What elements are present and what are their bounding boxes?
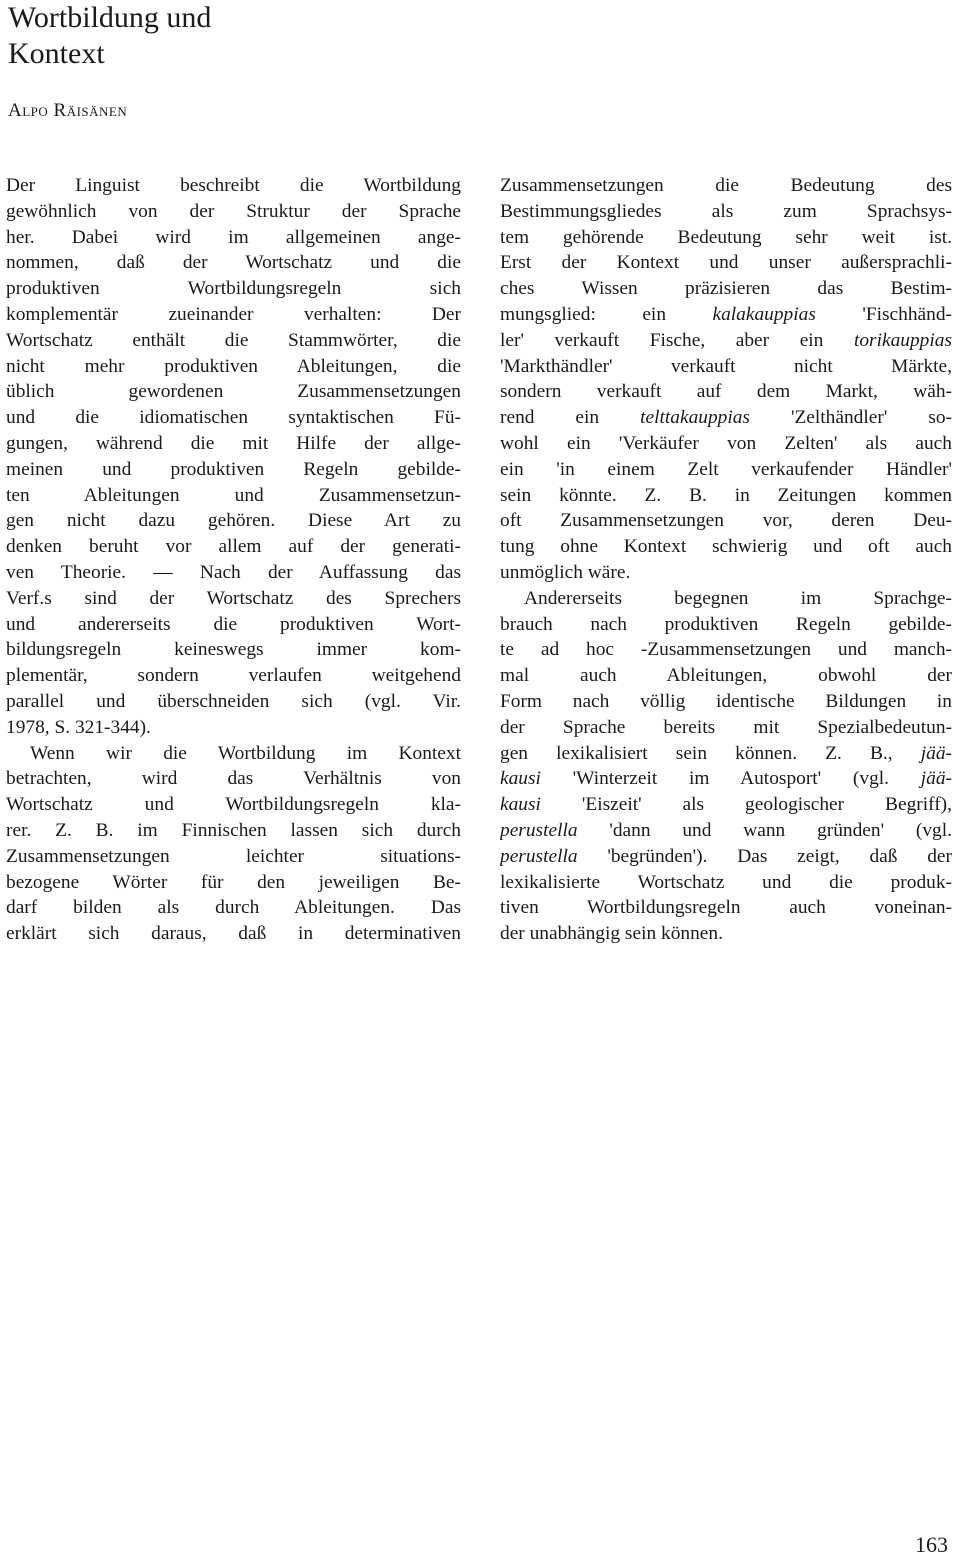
article-title — [8, 0, 428, 72]
text-line: mal auch Ableitungen, obwohl der — [500, 665, 952, 687]
text-line: her. Dabei wird im allgemeinen ange- — [6, 226, 461, 248]
text-line: nommen, daß der Wortschatz und die — [6, 252, 461, 274]
text-line: gungen, während die mit Hilfe der allge- — [6, 432, 461, 454]
text-line: und andererseits die produktiven Wort- — [6, 613, 461, 635]
text-line: Wenn wir die Wortbildung im Kontext — [30, 742, 461, 764]
right-column — [500, 173, 952, 947]
text-line: tung ohne Kontext schwierig und oft auch — [500, 536, 952, 558]
text-line: ten Ableitungen und Zusammensetzun- — [6, 484, 461, 506]
text-line: der Sprache bereits mit Spezialbedeutun- — [500, 716, 952, 738]
page-number: 163 — [915, 1532, 948, 1557]
text-line: rer. Z. B. im Finnischen lassen sich durch — [6, 819, 461, 841]
text-line: tiven Wortbildungsregeln auch voneinan- — [500, 897, 952, 919]
text-line: gen nicht dazu gehören. Diese Art zu — [6, 510, 461, 532]
text-line: meinen und produktiven Regeln gebilde- — [6, 458, 461, 480]
text-line: gen lexikalisiert sein können. Z. B., jää- — [500, 742, 952, 764]
text-line: rend ein telttakauppias 'Zelthändler' so- — [500, 407, 952, 429]
text-line: bildungsregeln keineswegs immer kom- — [6, 639, 461, 661]
text-line: sondern verkauft auf dem Markt, wäh- — [500, 381, 952, 403]
text-line: kausi 'Eiszeit' als geologischer Begriff), — [500, 794, 952, 816]
text-line: tem gehörende Bedeutung sehr weit ist. — [500, 226, 952, 248]
text-line: Verf.s sind der Wortschatz des Sprechers — [6, 587, 461, 609]
example-word: kausi — [500, 768, 541, 790]
text-line: Bestimmungsgliedes als zum Sprachsys- — [500, 200, 952, 222]
text-line: perustella 'dann und wann gründen' (vgl. — [500, 819, 952, 841]
text-line: kausi 'Winterzeit im Autosport' (vgl. jää- — [500, 768, 952, 790]
text-line: ler' verkauft Fische, aber ein torikauppias — [500, 329, 952, 351]
text-line: betrachten, wird das Verhältnis von — [6, 768, 461, 790]
example-word: kalakauppias — [712, 303, 816, 325]
example-word: jää- — [920, 768, 952, 790]
example-word: kausi — [500, 794, 541, 816]
text-line: wohl ein 'Verkäufer von Zelten' als auch — [500, 432, 952, 454]
text-line: Wortschatz und Wortbildungsregeln kla- — [6, 794, 461, 816]
example-word: perustella — [500, 845, 578, 867]
text-line: üblich gewordenen Zusammensetzungen — [6, 381, 461, 403]
title-line-2: Kontext — [8, 37, 105, 70]
text-line: und die idiomatischen syntaktischen Fü- — [6, 407, 461, 429]
text-line: erklärt sich daraus, daß in determinativen — [6, 923, 461, 945]
text-line: ven Theorie. — Nach der Auffassung das — [6, 561, 461, 583]
text-line: Erst der Kontext und unser außersprachli- — [500, 252, 952, 274]
title-line-1: Wortbildung und — [8, 1, 212, 34]
text-line: parallel und überschneiden sich (vgl. Vir. — [6, 690, 461, 712]
text-line: bezogene Wörter für den jeweiligen Be- — [6, 871, 461, 893]
author-name: Alpo Räisänen — [8, 100, 128, 121]
text-line: denken beruht vor allem auf der generati- — [6, 536, 461, 558]
text-line: plementär, sondern verlaufen weitgehend — [6, 665, 461, 687]
example-word: torikauppias — [853, 329, 952, 351]
example-word: jää- — [920, 742, 952, 764]
text-line: produktiven Wortbildungsregeln sich — [6, 278, 461, 300]
text-line: oft Zusammensetzungen vor, deren Deu- — [500, 510, 952, 532]
text-line: 1978, S. 321-344). — [6, 716, 151, 738]
text-line: mungsglied: ein kalakauppias 'Fischhänd- — [500, 303, 952, 325]
text-line: gewöhnlich von der Struktur der Sprache — [6, 200, 461, 222]
text-line: komplementär zueinander verhalten: Der — [6, 303, 461, 325]
text-line: ches Wissen präzisieren das Bestim- — [500, 278, 952, 300]
text-line: Wortschatz enthält die Stammwörter, die — [6, 329, 461, 351]
text-line: darf bilden als durch Ableitungen. Das — [6, 897, 461, 919]
text-line: ein 'in einem Zelt verkaufender Händler' — [500, 458, 952, 480]
text-line: perustella 'begründen'). Das zeigt, daß der — [500, 845, 952, 867]
text-line: Andererseits begegnen im Sprachge- — [524, 587, 952, 609]
text-line: brauch nach produktiven Regeln gebilde- — [500, 613, 952, 635]
text-line: Der Linguist beschreibt die Wortbildung — [6, 175, 461, 196]
text-line: der unabhängig sein können. — [500, 923, 723, 945]
text-line: Form nach völlig identische Bildungen in — [500, 690, 952, 712]
left-column — [6, 173, 461, 947]
example-word: perustella — [500, 819, 578, 841]
text-line: te ad hoc -Zusammensetzungen und manch- — [500, 639, 952, 661]
text-line: 'Markthändler' verkauft nicht Märkte, — [500, 355, 952, 377]
text-line: unmöglich wäre. — [500, 561, 631, 583]
text-line: nicht mehr produktiven Ableitungen, die — [6, 355, 461, 377]
text-line: Zusammensetzungen leichter situations- — [6, 845, 461, 867]
text-line: sein könnte. Z. B. in Zeitungen kommen — [500, 484, 952, 506]
text-line: lexikalisierte Wortschatz und die produk- — [500, 871, 952, 893]
example-word: telttakauppias — [640, 407, 750, 429]
text-line: Zusammensetzungen die Bedeutung des — [500, 175, 952, 196]
